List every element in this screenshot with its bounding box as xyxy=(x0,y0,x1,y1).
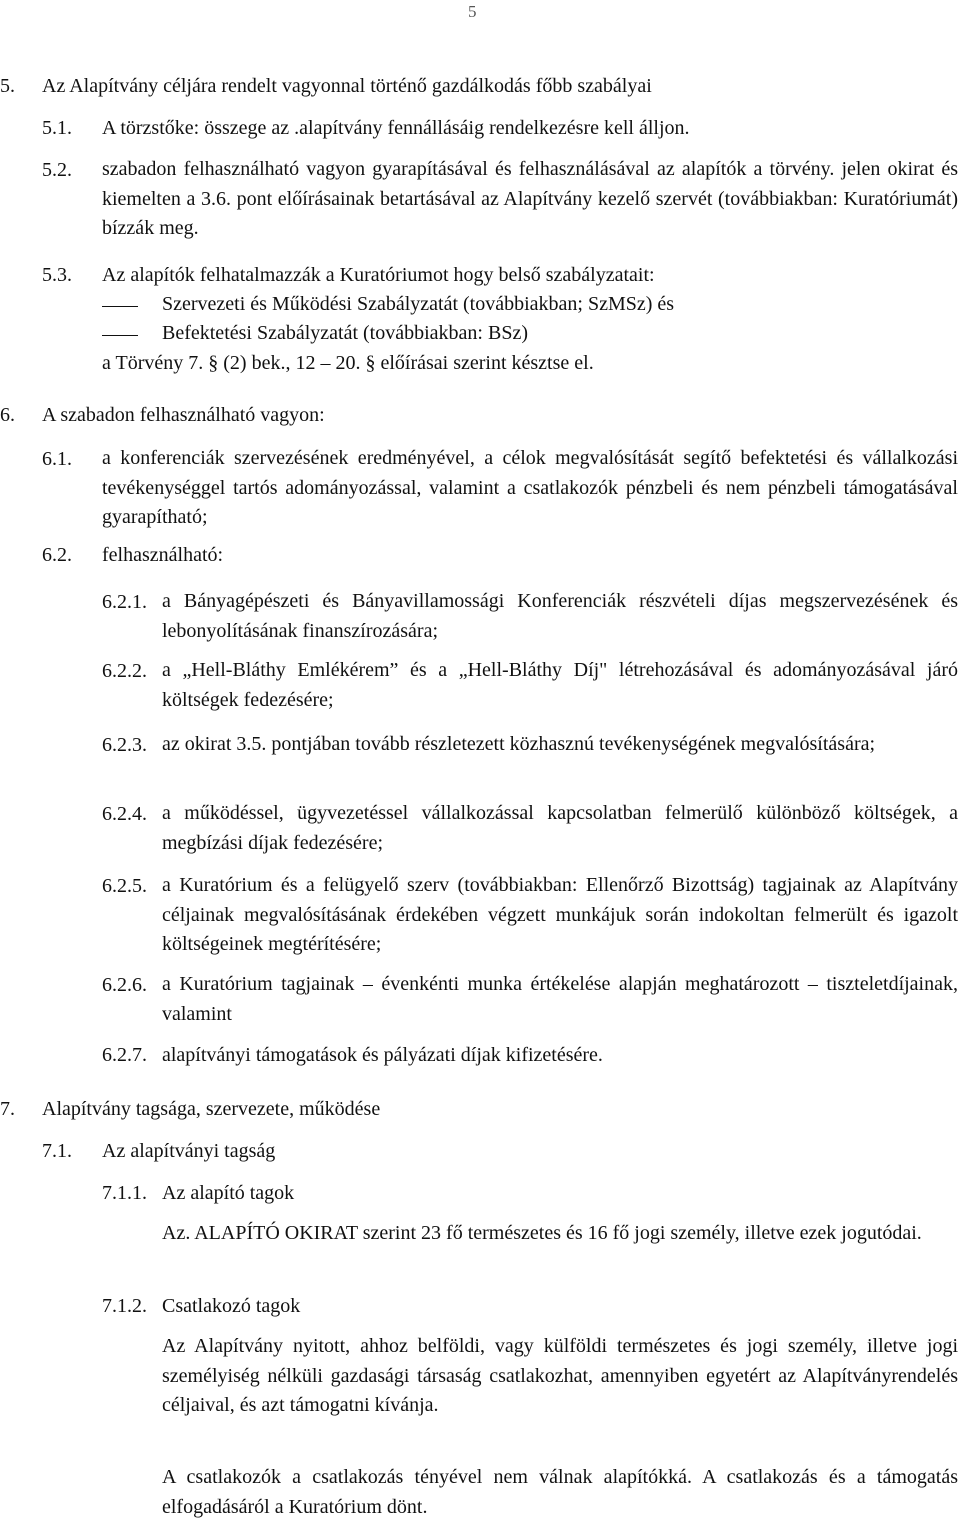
item-6-2-6-number: 6.2.6. xyxy=(102,974,147,996)
item-6-2-4-number: 6.2.4. xyxy=(102,803,147,825)
item-6-2-6-text: a Kuratórium tagjainak – évenkénti munka értékelése alapján meghatározott – tiszteletdíjainak, valamint xyxy=(162,973,958,1025)
section-5-number: 5. xyxy=(0,75,15,97)
para-5-3-number: 5.3. xyxy=(42,264,72,286)
para-7-1-1-title: Az alapító tagok xyxy=(162,1182,295,1204)
section-7-title: Alapítvány tagsága, szervezete, működése xyxy=(42,1098,381,1120)
para-5-1-text: A törzstőke: összege az .alapítvány fennállásáig rendelkezésre kell álljon. xyxy=(102,117,690,139)
para-7-1-1-number: 7.1.1. xyxy=(102,1182,147,1204)
para-6-1-text: a konferenciák szervezésének eredményével, a célok megvalósítását segítő befektetési és vállalkozási tevékenységgel tartós adományozással, valamint a csatlakozók pénzbeli és nem pénzbeli támogatásával gyarapítható; xyxy=(102,447,958,528)
para-7-1-title: Az alapítványi tagság xyxy=(102,1140,276,1162)
para-5-2-text: szabadon felhasználható vagyon gyarapításával és felhasználásával az alapítók a törvény. jelen okirat és kiemelten a 3.6. pont előírásainak betartásával az Alapítvány kezelő szervét (továbbiakban: Kuratóriumát) bízzák meg. xyxy=(102,158,958,239)
para-6-2-number: 6.2. xyxy=(42,544,72,566)
para-5-3-tail: a Törvény 7. § (2) bek., 12 – 20. § előírásai szerint késztse el. xyxy=(102,352,594,374)
para-5-3-text: Az alapítók felhatalmazzák a Kuratóriumot hogy belső szabályzatait: xyxy=(102,264,655,286)
item-6-2-3-number: 6.2.3. xyxy=(102,734,147,756)
para-5-1-number: 5.1. xyxy=(42,117,72,139)
dash-bullet xyxy=(102,306,138,307)
section-6-number: 6. xyxy=(0,404,15,426)
para-5-2-number: 5.2. xyxy=(42,159,72,181)
item-6-2-3-text: az okirat 3.5. pontjában tovább részletezett közhasznú tevékenységének megvalósítására; xyxy=(162,733,876,755)
para-6-1-number: 6.1. xyxy=(42,448,72,470)
para-6-2-text: felhasználható: xyxy=(102,544,224,566)
para-7-1-2-text-1: Az Alapítvány nyitott, ahhoz belföldi, vagy külföldi természetes és jogi személy, illetve jogi személyiség nélküli gazdasági társaság csatlakozhat, amennyiben egyetért az Alapítványrendelés céljaival, és azt támogatni kívánja. xyxy=(162,1335,958,1416)
item-6-2-7-text: alapítványi támogatások és pályázati díjak kifizetésére. xyxy=(162,1044,603,1066)
item-6-2-2-number: 6.2.2. xyxy=(102,660,147,682)
para-7-1-2-number: 7.1.2. xyxy=(102,1295,147,1317)
para-7-1-2-title: Csatlakozó tagok xyxy=(162,1295,301,1317)
item-6-2-1-number: 6.2.1. xyxy=(102,591,147,613)
dash-bullet xyxy=(102,335,138,336)
para-7-1-2-text-2: A csatlakozók a csatlakozás tényével nem válnak alapítókká. A csatlakozás és a támogatás elfogadásáról a Kuratórium dönt. xyxy=(162,1466,958,1518)
section-5-title: Az Alapítvány céljára rendelt vagyonnal történő gazdálkodás főbb szabályai xyxy=(42,75,652,97)
list-item: Befektetési Szabályzatát (továbbiakban: BSz) xyxy=(162,322,528,344)
item-6-2-2-text: a „Hell-Bláthy Emlékérem” és a „Hell-Bláthy Díj" létrehozásával és adományozásával járó költségek fedezésére; xyxy=(162,659,958,711)
item-6-2-5-number: 6.2.5. xyxy=(102,875,147,897)
item-6-2-4-text: a működéssel, ügyvezetéssel vállalkozással kapcsolatban felmerülő különböző költségek, a megbízási díjak fedezésére; xyxy=(162,802,958,854)
item-6-2-7-number: 6.2.7. xyxy=(102,1044,147,1066)
section-7-number: 7. xyxy=(0,1098,15,1120)
item-6-2-1-text: a Bányagépészeti és Bányavillamossági Konferenciák részvételi díjas megszervezésének és lebonyolításának finanszírozására; xyxy=(162,590,958,642)
page-number: 5 xyxy=(468,2,477,21)
section-6-title: A szabadon felhasználható vagyon: xyxy=(42,404,325,426)
para-7-1-number: 7.1. xyxy=(42,1140,72,1162)
list-item: Szervezeti és Működési Szabályzatát (továbbiakban; SzMSz) és xyxy=(162,293,675,315)
para-7-1-1-text: Az. ALAPÍTÓ OKIRAT szerint 23 fő természetes és 16 fő jogi személy, illetve ezek jogutódai. xyxy=(162,1222,922,1244)
item-6-2-5-text: a Kuratórium és a felügyelő szerv (továbbiakban: Ellenőrző Bizottság) tagjainak az Alapítvány céljainak megvalósításának érdekében végzett munkájuk során indokoltan felmerült és igazolt költségeinek megtérítésére; xyxy=(162,874,958,955)
